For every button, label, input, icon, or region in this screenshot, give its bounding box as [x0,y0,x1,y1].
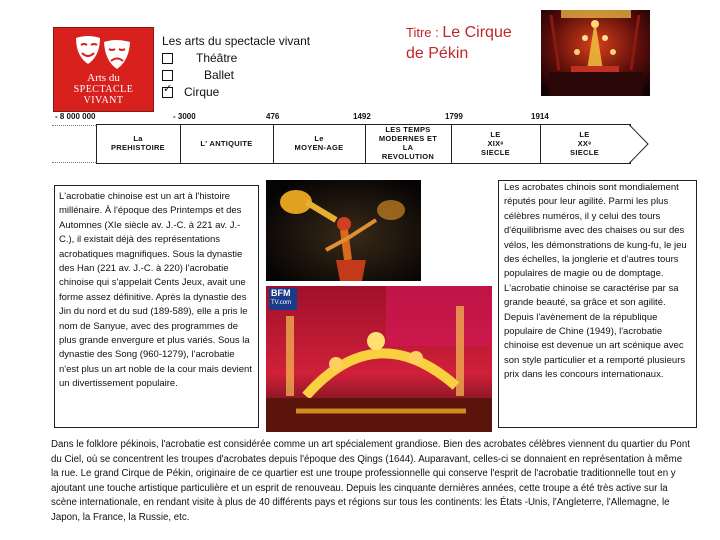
timeline-year: 1492 [353,112,371,121]
timeline-year: - 8 000 000 [55,112,96,121]
timeline-period-antiquite [180,124,273,162]
timeline-period-moyen-age [273,124,365,162]
acrobats-tower-image [541,10,650,96]
period-line: XIXᵉ [487,138,504,148]
check-mark-icon: ✓ [163,83,173,95]
acrobat-photo-1 [266,180,421,281]
history-text-box [54,185,259,428]
period-line: XXᵉ [577,138,592,148]
checklist-item-label: Théâtre [196,51,238,65]
checklist-item-cirque[interactable] [162,84,310,101]
period-line: LA [402,143,414,152]
period-line: LES TEMPS [385,125,431,134]
checklist-heading: Les arts du spectacle vivant [162,34,311,48]
timeline-year: 1799 [445,112,463,121]
timeline-period-temps-modernes [365,124,451,162]
bfm-logo-top: BFM [271,288,291,298]
checkbox-checked-icon[interactable] [162,83,173,98]
timeline-year: 1914 [531,112,549,121]
bfm-logo-bottom: TV.com [271,300,292,306]
period-line: MODERNES ET [378,134,438,143]
checkbox-unchecked-icon[interactable] [162,70,173,81]
arts-du-spectacle-logo [53,27,154,112]
acrobats-text-box [498,180,697,428]
period-line: SIECLE [570,147,599,157]
history-timeline [52,112,702,168]
theatre-masks-icon [72,34,134,74]
period-line: LE [579,129,590,139]
period-line: Le [314,134,324,143]
timeline-period-prehistoire [96,124,180,162]
title-label: Titre : [406,25,443,40]
checklist-item-label: Cirque [184,85,220,99]
period-line: SIECLE [481,147,510,157]
period-line: MOYEN-AGE [294,143,344,152]
timeline-year: - 3000 [173,112,196,121]
acrobat-photo-2 [266,286,492,432]
circus-stage-photo-top [541,10,650,96]
logo-line-2: SPECTACLE [73,84,134,95]
timeline-year: 476 [266,112,280,121]
timeline-period-xix [451,124,540,162]
bfm-tv-logo [269,288,297,310]
page-title [406,22,526,64]
period-line: REVOLUTION [381,152,435,161]
timeline-dotted-lead [52,125,96,126]
logo-line-3: VIVANT [83,95,124,106]
arts-checklist [162,33,310,101]
checklist-item-label: Ballet [204,68,235,82]
period-line: La [133,134,143,143]
period-line: L' ANTIQUITE [200,138,253,148]
period-line: PREHISTOIRE [110,143,165,152]
folklore-paragraph: Dans le folklore pékinois, l'acrobatie est considérée comme un art spécialement grandiose. Bien des acrobates célèbres viennent du quartier du Pont du Ciel, où se concentrent les troupes d'acrobates depuis l'époque des Qings (1644). Auparavant, celles-ci se donnaient en représentation à même la rue. Le grand Cirque de Pékin, originaire de ce quartier est une troupe professionnelle qui conserve l'esprit de l'acrobatie traditionnelle tout en y ajoutant une touche artistique particulière et un esprit de renouveau. Depuis les cinquante dernières années, cette troupe a été très active sur la scène internationale, en rendant visite à plus de 40 différents pays et régions sur tous les continents: les États -Unis, l'Angleterre, l'Allemagne, le Japon, la France, la Russie, etc. [51,439,690,523]
title-value: Le Cirque de Pékin [406,24,512,62]
acrobats-text: Les acrobates chinois sont mondialement réputés pour leur agilité. Parmi les plus célèbres numéros, il y celui des tours d'équilibrisme avec des chaises ou sur des vélos, les démonstrations de kung-fu, le jeu des échelles, la jonglerie et d'autres tours populaires de magie ou de domptage. L'acrobatie chinoise se caractérise par sa grande beauté, sa grâce et son agilité. Depuis l'avènement de la république populaire de Chine (1949), l'acrobatie chinoise est devenue un art scénique avec son style particulier et a remporté plusieurs prix dans les concours internationaux. [504,182,687,381]
timeline-arrow-icon [629,124,649,164]
checklist-item-theatre[interactable] [162,50,310,67]
period-line: LE [490,129,501,139]
acrobats-show-image [266,286,492,432]
logo-line-1: Arts du [87,72,120,84]
history-text: L'acrobatie chinoise est un art à l'histoire millénaire. À l'époque des Printemps et des Automnes (XIe siècle av. J.-C. à 221 av. J.-C.), il existait déjà des représentations acrobatiques magnifiques. Sous la dynastie des Han (221 av. J.-C. à 220) l'acrobatie chinoise qui s'appelait Cents Jeux, avait une forme assez définitive. Après la dynastie des Jin du nord et du sud (189-589), elle a pris le nom de Sanyue, avec des programmes de plus grande envergure et plus variés. Sous la dynastie des Song (960-1279), l'acrobatie n'est plus un art noble de la cour mais devient un divertissement populaire. [59,191,252,390]
timeline-dotted-lead [52,162,96,163]
checklist-item-ballet[interactable] [162,67,310,84]
checkbox-unchecked-icon[interactable] [162,53,173,64]
timeline-period-xx [540,124,629,162]
acrobat-balance-image [266,180,421,281]
